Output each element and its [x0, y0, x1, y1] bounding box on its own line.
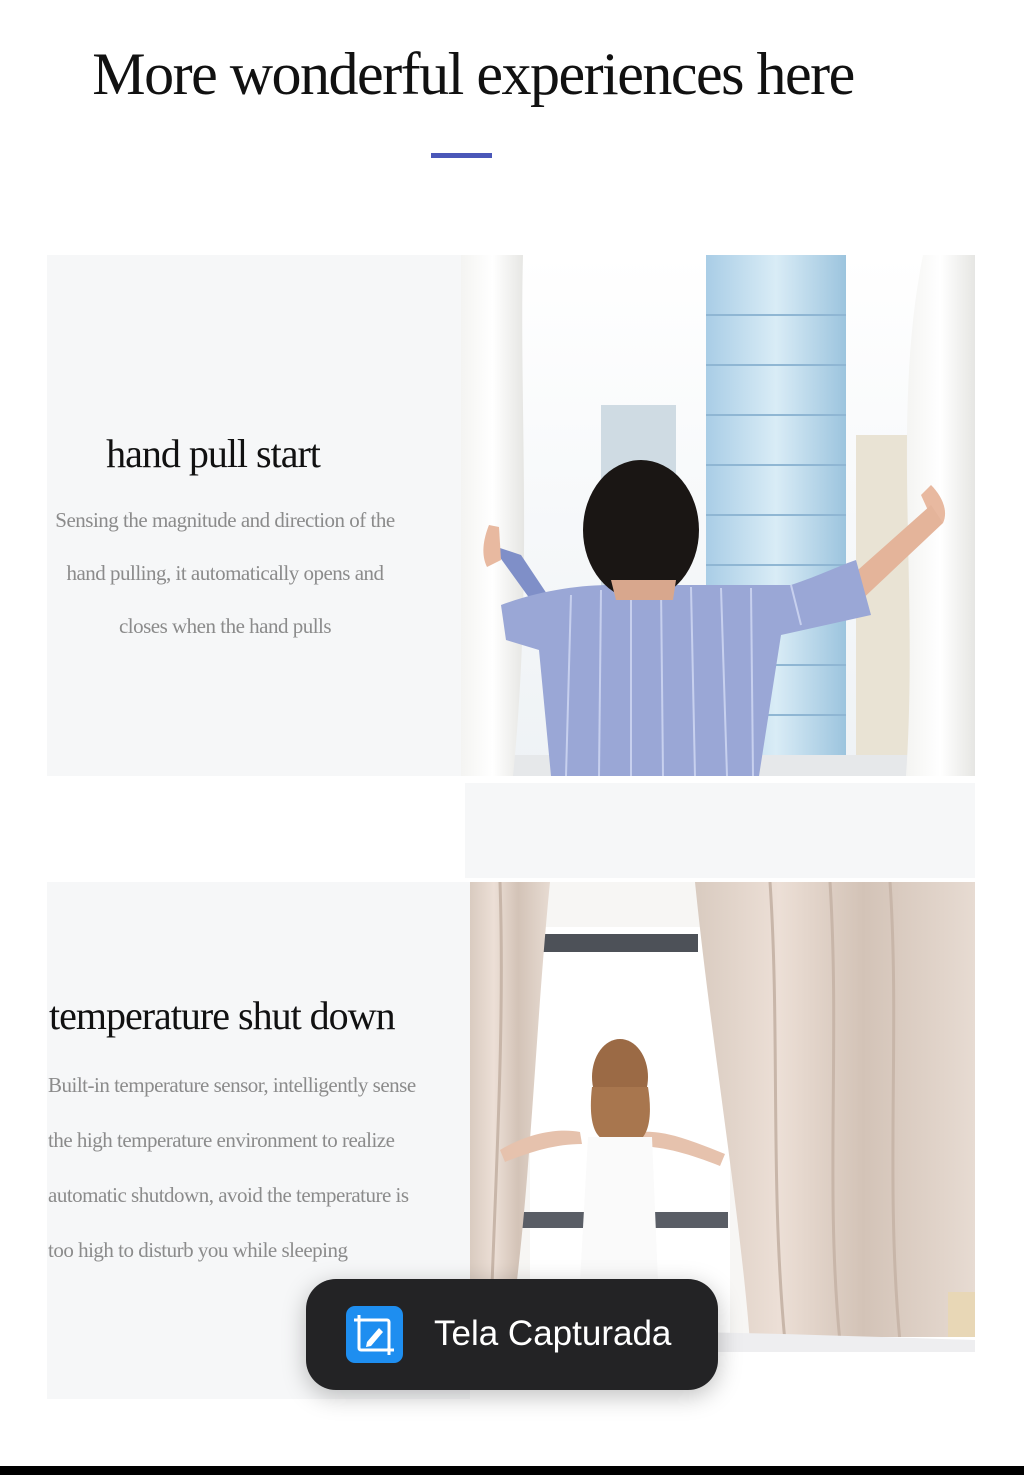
screenshot-edit-icon[interactable] — [346, 1306, 403, 1363]
system-navigation-bar — [0, 1466, 1024, 1475]
title-accent-divider — [431, 153, 492, 158]
feature-2-title: temperature shut down — [49, 993, 395, 1038]
feature-1-description — [47, 494, 403, 653]
feature-2-description-line: Built-in temperature sensor, intelligently sense — [48, 1073, 416, 1097]
feature-1-title: hand pull start — [106, 431, 320, 476]
feature-1-description-line: closes when the hand pulls — [118, 614, 332, 638]
page-title: More wonderful experiences here — [92, 41, 854, 107]
feature-2-description-line: the high temperature environment to realize — [48, 1128, 395, 1152]
decorative-strip — [465, 783, 975, 878]
feature-1-description-line: Sensing the magnitude and direction of the — [55, 508, 395, 532]
screenshot-toast[interactable] — [306, 1279, 718, 1390]
feature-2-description-line: automatic shutdown, avoid the temperature is — [48, 1183, 409, 1207]
feature-1-photo — [461, 255, 975, 776]
feature-2-description-line: too high to disturb you while sleeping — [48, 1238, 348, 1262]
toast-message: Tela Capturada — [434, 1314, 672, 1353]
feature-1-description-line: hand pulling, it automatically opens and — [66, 561, 384, 585]
woman-opening-curtains-city-illustration — [461, 255, 975, 776]
feature-2-description — [48, 1058, 416, 1278]
